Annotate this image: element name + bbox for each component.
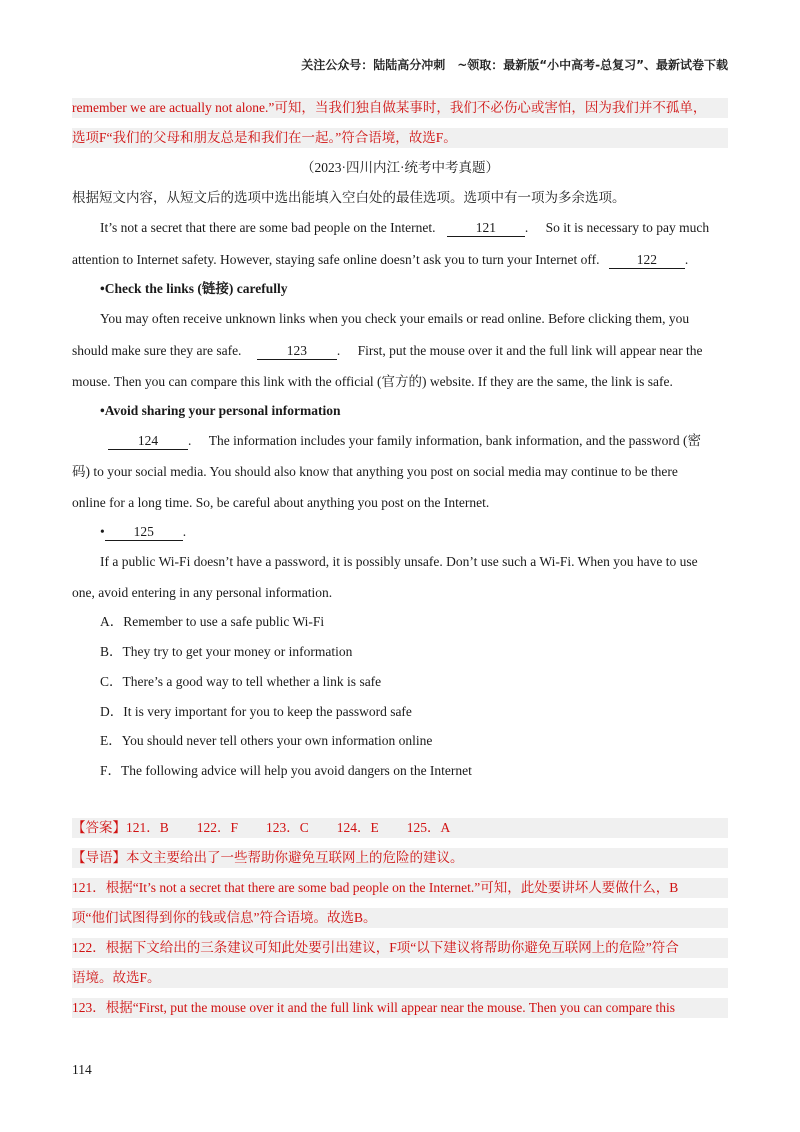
passage-text: attention to Internet safety. However, staying safe online doesn’t ask you to turn your Internet off. [72,252,600,267]
passage-line: • 125 . [100,524,187,539]
guide-label: 【导语】 [72,850,126,865]
passage-line: You may often receive unknown links when you check your emails or read online. Before clicking them, you [100,311,690,326]
answer-item: 123．C [266,820,309,835]
option-b: B．They try to get your money or information [100,644,353,659]
question-source: （2023·四川内江·统考中考真题） [301,160,499,175]
answer-line [72,818,728,838]
passage-text: First, put the mouse over it and the full link will appear near the [357,343,703,358]
passage-line: mouse. Then you can compare this link with the official (官方的) website. If they are the same, the link is safe. [72,374,673,389]
page-number: 114 [72,1062,92,1077]
option-d: D．It is very important for you to keep the password safe [100,704,412,719]
option-f: F．The following advice will help you avoid dangers on the Internet [100,763,472,778]
guide-line [72,848,728,868]
explanation-121-line1: 121．根据“It’s not a secret that there are some bad people on the Internet.”可知，此处要讲坏人要做什么，B [72,878,728,898]
bullet-marker: • [100,524,105,539]
page-header: 关注公众号：陆陆高分冲刺 ~领取：最新版“小中高考-总复习”、最新试卷下载 [301,58,728,72]
passage-text: So it is necessary to pay much [545,220,710,235]
explanation-122-line1: 122．根据下文给出的三条建议可知此处要引出建议，F项“以下建议将帮助你避免互联网上的危险”符合 [72,938,728,958]
answer-item: 121．B [126,820,169,835]
blank-123: 123 [257,343,337,360]
blank-125: 125 [105,524,183,541]
passage-text: It’s not a secret that there are some bad people on the Internet. [100,220,436,235]
prev-explanation-line1: remember we are actually not alone.”可知，当我们独自做某事时，我们不必伤心或害怕，因为我们并不孤单， [72,98,728,118]
answer-item: 125．A [406,820,451,835]
answer-label: 【答案】 [72,820,126,835]
blank-121: 121 [447,220,525,237]
explanation-121-line2: 项“他们试图得到你的钱或信息”符合语境。故选B。 [72,908,728,928]
passage-text: The information includes your family information, bank information, and the password (密 [208,433,702,448]
guide-text: 本文主要给出了一些帮助你避免互联网上的危险的建议。 [126,850,464,865]
passage-line: attention to Internet safety. However, staying safe online doesn’t ask you to turn your Internet off. 122 . [72,252,689,267]
passage-text: should make sure they are safe. [72,343,242,358]
passage-line: online for a long time. So, be careful about anything you post on the Internet. [72,495,490,510]
option-c: C．There’s a good way to tell whether a link is safe [100,674,382,689]
instruction-text: 根据短文内容，从短文后的选项中选出能填入空白处的最佳选项。选项中有一项为多余选项。 [72,190,626,205]
option-e: E．You should never tell others your own information online [100,733,433,748]
passage-line: If a public Wi-Fi doesn’t have a password, it is possibly unsafe. Don’t use such a Wi-Fi. When you have to use [100,554,698,569]
passage-line: one, avoid entering in any personal information. [72,585,333,600]
blank-124: 124 [108,433,188,450]
passage-line: 码) to your social media. You should also know that anything you post on social media may continue to be there [72,464,678,479]
answer-item: 124．E [336,820,379,835]
passage-line: should make sure they are safe. 123 . First, put the mouse over it and the full link will appear near the [72,343,703,358]
explanation-123-line1: 123．根据“First, put the mouse over it and the full link will appear near the mouse. Then you can compare this [72,998,728,1018]
option-a: A．Remember to use a safe public Wi-Fi [100,614,325,629]
section-heading-personal-info: •Avoid sharing your personal information [100,403,341,418]
passage-line: It’s not a secret that there are some bad people on the Internet. 121 . So it is necessary to pay much [100,220,710,235]
answer-item: 122．F [196,820,239,835]
passage-line: 124 . The information includes your family information, bank information, and the password (密 [72,431,728,451]
explanation-122-line2: 语境。故选F。 [72,968,728,988]
prev-explanation-line2: 选项F“我们的父母和朋友总是和我们在一起。”符合语境，故选F。 [72,128,728,148]
section-heading-links: •Check the links (链接) carefully [100,281,288,296]
blank-122: 122 [609,252,685,269]
